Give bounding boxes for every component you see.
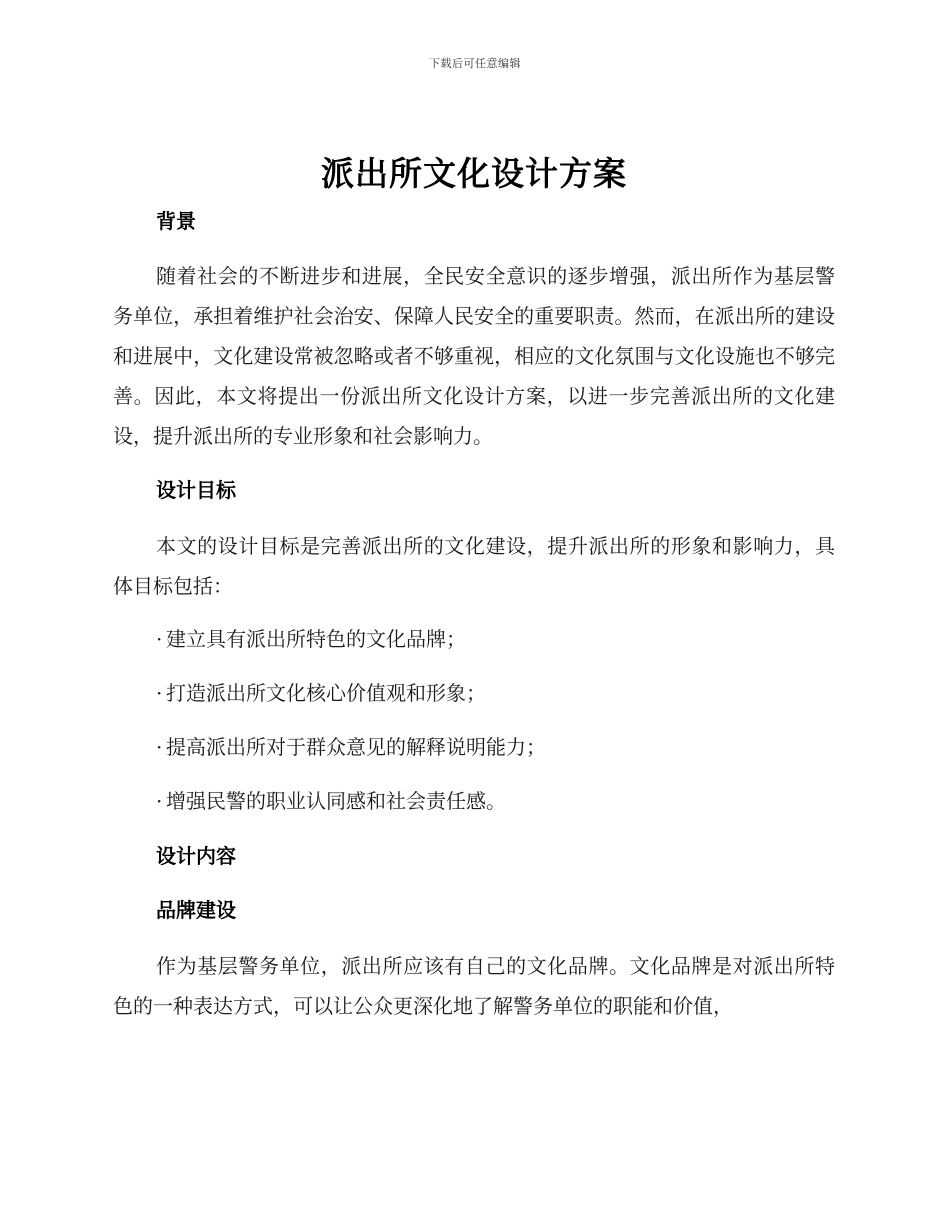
bullet-icon: · <box>156 627 163 651</box>
goal-text: 提高派出所对于群众意见的解释说明能力； <box>166 735 546 759</box>
paragraph-brand: 作为基层警务单位，派出所应该有自己的文化品牌。文化品牌是对派出所特色的一种表达方式，可以让公众更深化地了解警务单位的职能和价值， <box>113 954 835 1018</box>
document-title: 派出所文化设计方案 <box>321 154 627 193</box>
page-header-note: 下载后可任意编辑 <box>429 57 521 70</box>
bullet-icon: · <box>156 681 163 705</box>
section-heading-goals: 设计目标 <box>156 478 236 502</box>
paragraph-goals: 本文的设计目标是完善派出所的文化建设，提升派出所的形象和影响力，具体目标包括： <box>113 534 835 598</box>
document-body <box>113 148 835 1026</box>
goal-text: 打造派出所文化核心价值观和形象； <box>166 681 486 705</box>
goal-text: 增强民警的职业认同感和社会责任感。 <box>166 789 506 813</box>
section-heading-content: 设计内容 <box>156 844 236 868</box>
bullet-icon: · <box>156 735 163 759</box>
section-heading-brand: 品牌建设 <box>156 898 236 922</box>
paragraph-background: 随着社会的不断进步和进展，全民安全意识的逐步增强，派出所作为基层警务单位，承担着维护社会治安、保障人民安全的重要职责。然而，在派出所的建设和进展中，文化建设常被忽略或者不够重视，相应的文化氛围与文化设施也不够完善。因此，本文将提出一份派出所文化设计方案，以进一步完善派出所的文化建设，提升派出所的专业形象和社会影响力。 <box>113 264 835 448</box>
goal-list-item <box>113 678 835 708</box>
section-heading-background: 背景 <box>156 209 196 233</box>
goal-text: 建立具有派出所特色的文化品牌； <box>166 627 466 651</box>
bullet-icon: · <box>156 789 163 813</box>
goal-list-item <box>113 624 835 654</box>
goal-list-item <box>113 786 835 816</box>
goal-list-item <box>113 732 835 762</box>
